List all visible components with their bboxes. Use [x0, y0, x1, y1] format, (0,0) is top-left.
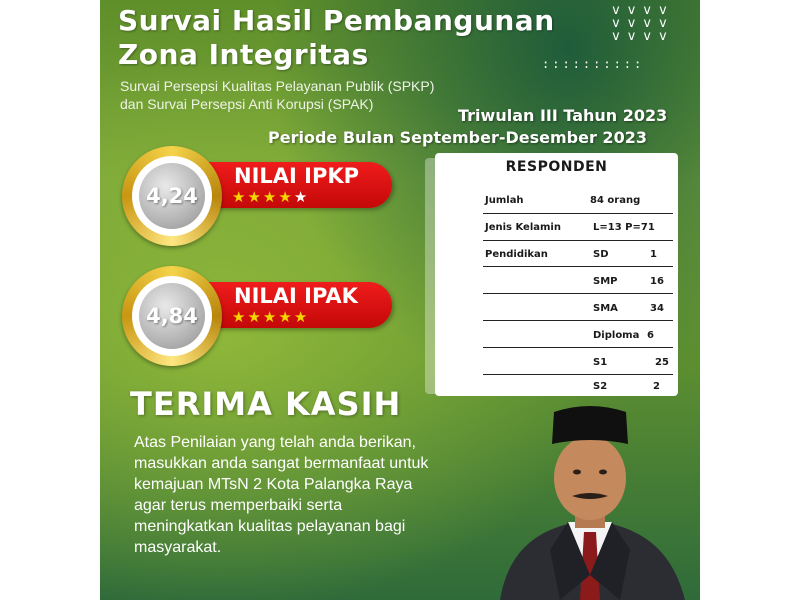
- star-icon: ★: [278, 308, 294, 326]
- subtitle-line-1: Survai Persepsi Kualitas Pelayanan Publik (SPKP): [120, 78, 435, 94]
- star-icon: ★: [247, 188, 263, 206]
- ipak-gold-ring: [122, 266, 222, 366]
- ipkp-score: 4,24: [146, 184, 198, 208]
- ipkp-badge: [122, 146, 392, 246]
- star-outline-icon: ★: [293, 188, 310, 206]
- ipak-label: NILAI IPAK: [234, 284, 358, 308]
- edu-level: SMA: [593, 303, 618, 314]
- edu-level: SMP: [593, 276, 618, 287]
- ipkp-rating-stars: [232, 188, 309, 206]
- ipkp-label: NILAI IPKP: [234, 164, 360, 188]
- jumlah-label: Jumlah: [485, 195, 524, 206]
- responden-title: RESPONDEN: [505, 159, 608, 175]
- star-icon: ★: [232, 188, 248, 206]
- star-icon: ★: [247, 308, 263, 326]
- person-portrait-illustration: [480, 400, 700, 600]
- edu-level: S1: [593, 357, 608, 368]
- edu-count: 6: [647, 330, 654, 341]
- star-icon: ★: [293, 308, 310, 326]
- gender-label: Jenis Kelamin: [485, 222, 561, 233]
- period-line-1: Triwulan III Tahun 2023: [458, 106, 668, 125]
- edu-count: 1: [650, 249, 657, 260]
- star-icon: ★: [262, 188, 279, 206]
- edu-count: 25: [655, 357, 669, 368]
- poster: [100, 0, 700, 600]
- edu-level: Diploma: [593, 330, 640, 341]
- ipkp-gold-ring: [122, 146, 222, 246]
- edu-count: 2: [653, 381, 660, 392]
- edu-count: 16: [650, 276, 664, 287]
- edu-level: SD: [593, 249, 609, 260]
- chevron-pattern-decoration: v v v v v v v v v v v v: [612, 3, 667, 44]
- jumlah-value: 84 orang: [590, 195, 641, 206]
- ipak-score: 4,84: [146, 304, 198, 328]
- title-line-1: Survai Hasil Pembangunan: [118, 4, 555, 37]
- ipak-badge: [122, 266, 392, 366]
- period-line-2: Periode Bulan September-Desember 2023: [268, 128, 647, 147]
- title-line-2: Zona Integritas: [118, 38, 369, 71]
- ipak-rating-stars: [232, 308, 309, 326]
- star-icon: ★: [262, 308, 279, 326]
- star-icon: ★: [278, 188, 294, 206]
- subtitle-line-2: dan Survai Persepsi Anti Korupsi (SPAK): [120, 96, 374, 112]
- thanks-heading: TERIMA KASIH: [130, 385, 402, 423]
- edu-level: S2: [593, 381, 608, 392]
- dot-grid-decoration: ::::::::::: [542, 57, 645, 71]
- pendidikan-label: Pendidikan: [485, 249, 548, 260]
- thanks-message: Atas Penilaian yang telah anda berikan, masukkan anda sangat bermanfaat untuk kemajuan MTsN 2 Kota Palangka Raya agar terus memperbaiki serta meningkatkan kualitas pelayanan bagi masyarakat.: [134, 434, 429, 556]
- edu-count: 34: [650, 303, 664, 314]
- gender-value: L=13 P=71: [593, 222, 655, 233]
- star-icon: ★: [232, 308, 248, 326]
- responden-card: [435, 153, 678, 396]
